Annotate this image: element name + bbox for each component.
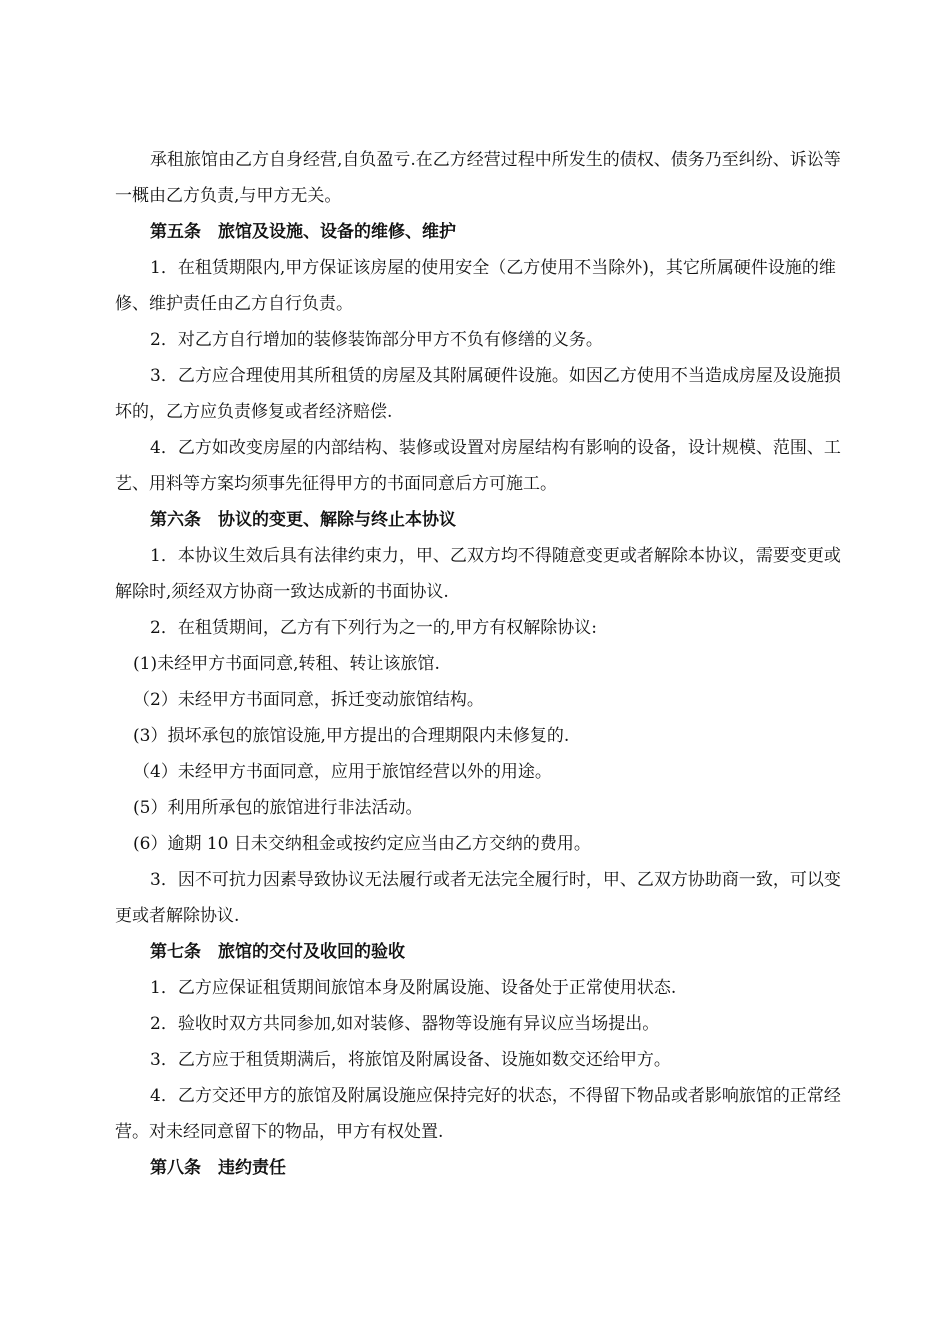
document-body	[115, 142, 843, 1186]
article-6-clause-2: 2．在租赁期间，乙方有下列行为之一的,甲方有权解除协议:	[150, 618, 597, 638]
article-6-item-6: (6）逾期 10 日未交纳租金或按约定应当由乙方交纳的费用。	[133, 834, 591, 854]
article-6-item-3: (3）损坏承包的旅馆设施,甲方提出的合理期限内未修复的.	[133, 726, 570, 746]
article-5-heading: 第五条 旅馆及设施、设备的维修、维护	[150, 222, 456, 242]
article-6-item-1: (1)未经甲方书面同意,转租、转让该旅馆.	[133, 654, 440, 674]
paragraph-self-operation: 承租旅馆由乙方自身经营,自负盈亏.在乙方经营过程中所发生的债权、债务乃至纠纷、诉讼等一概由乙方负责,与甲方无关。	[115, 150, 841, 206]
article-7-clause-2: 2．验收时双方共同参加,如对装修、器物等设施有异议应当场提出。	[150, 1014, 660, 1034]
article-5-clause-4: 4．乙方如改变房屋的内部结构、装修或设置对房屋结构有影响的设备，设计规模、范围、工艺、用料等方案均须事先征得甲方的书面同意后方可施工。	[115, 438, 841, 494]
article-5-clause-1: 1．在租赁期限内,甲方保证该房屋的使用安全（乙方使用不当除外)，其它所属硬件设施的维修、维护责任由乙方自行负责。	[115, 258, 836, 314]
article-7-clause-3: 3．乙方应于租赁期满后，将旅馆及附属设备、设施如数交还给甲方。	[150, 1050, 671, 1070]
article-6-clause-1: 1．本协议生效后具有法律约束力，甲、乙双方均不得随意变更或者解除本协议，需要变更或解除时,须经双方协商一致达成新的书面协议.	[115, 546, 841, 602]
article-7-clause-4: 4．乙方交还甲方的旅馆及附属设施应保持完好的状态，不得留下物品或者影响旅馆的正常经营。对未经同意留下的物品，甲方有权处置.	[115, 1086, 841, 1142]
article-6-item-2: （2）未经甲方书面同意，拆迁变动旅馆结构。	[133, 690, 484, 710]
article-6-item-5: (5）利用所承包的旅馆进行非法活动。	[133, 798, 423, 818]
article-7-heading: 第七条 旅馆的交付及收回的验收	[150, 942, 405, 962]
article-5-clause-3: 3．乙方应合理使用其所租赁的房屋及其附属硬件设施。如因乙方使用不当造成房屋及设施损坏的，乙方应负责修复或者经济赔偿.	[115, 366, 841, 422]
article-8-heading: 第八条 违约责任	[150, 1158, 286, 1178]
article-6-item-4: （4）未经甲方书面同意，应用于旅馆经营以外的用途。	[133, 762, 552, 782]
article-7-clause-1: 1．乙方应保证租赁期间旅馆本身及附属设施、设备处于正常使用状态.	[150, 978, 677, 998]
article-5-clause-2: 2．对乙方自行增加的装修装饰部分甲方不负有修缮的义务。	[150, 330, 603, 350]
article-6-clause-3: 3．因不可抗力因素导致协议无法履行或者无法完全履行时，甲、乙双方协助商一致，可以变更或者解除协议.	[115, 870, 841, 926]
article-6-heading: 第六条 协议的变更、解除与终止本协议	[150, 510, 456, 530]
